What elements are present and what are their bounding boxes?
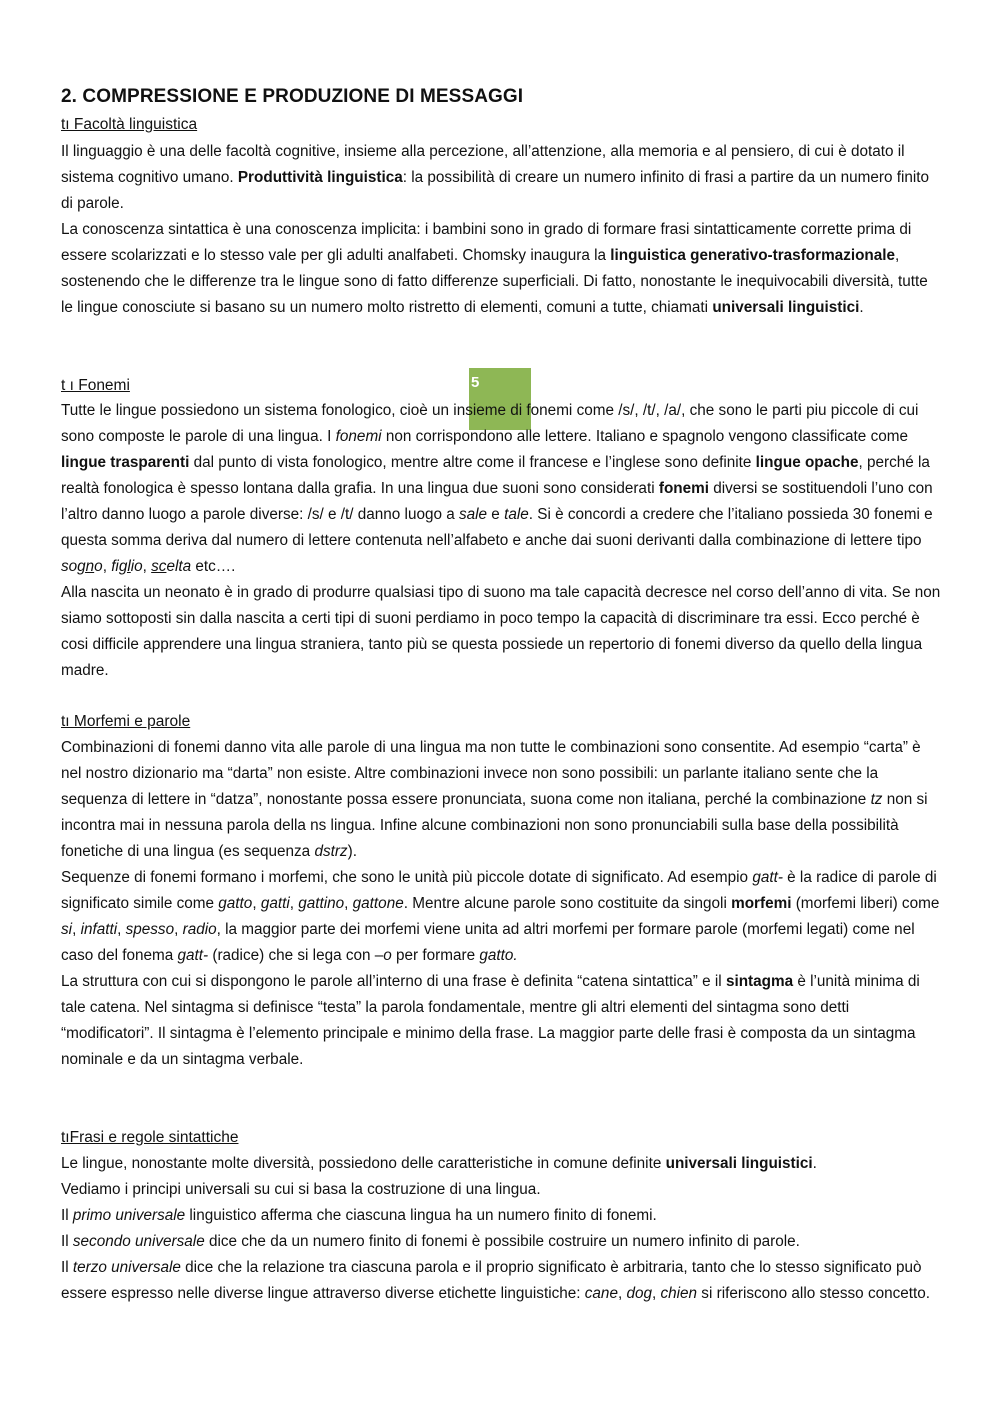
text-run: Sequenze di fonemi formano i morfemi, che sono le unità più piccole dotate di significato. Ad esempio — [61, 869, 753, 886]
italic-term: so — [61, 558, 78, 575]
italic-term: o — [383, 947, 392, 964]
paragraph — [61, 735, 941, 865]
italic-term: sale — [459, 506, 488, 523]
section-body-facolta — [61, 139, 941, 321]
text-run: diversi se sostituendoli l’uno con l’altro danno luogo a parole diverse: /s/ e /t/ danno luogo a — [61, 480, 933, 523]
paragraph — [61, 1229, 941, 1255]
italic-term: sc — [151, 558, 167, 575]
text-run: Il — [61, 1259, 73, 1276]
text-run: e — [487, 506, 505, 523]
italic-term: dog — [626, 1285, 652, 1302]
paragraph — [61, 1203, 941, 1229]
italic-term: primo universale — [72, 1207, 186, 1224]
italic-term: chien — [660, 1285, 698, 1302]
text-run: etc…. — [191, 558, 236, 575]
bold-term: fonemi — [658, 480, 709, 497]
section-body-frasi — [61, 1151, 941, 1307]
paragraph — [61, 865, 941, 969]
text-run: Il linguaggio è una delle facoltà cognitive, insieme alla percezione, all’attenzione, alla memoria e al pensiero, di cui è dotato il sistema cognitivo umano. — [61, 143, 905, 186]
italic-term: gatto. — [479, 947, 518, 964]
text-run: La struttura con cui si dispongono le parole all’interno di una frase è definita “catena sintattica” e il — [61, 973, 726, 990]
text-run: , — [289, 895, 299, 912]
text-run: Le lingue, nonostante molte diversità, possiedono delle caratteristiche in comune definite — [61, 1155, 666, 1172]
text-run: : la possibilità di creare un numero infinito di frasi a partire da un numero finito di parole. — [61, 169, 930, 212]
section-heading-frasi: tıFrasi e regole sintattiche — [61, 1129, 239, 1146]
section-body-fonemi — [61, 398, 941, 684]
page-title: 2. COMPRESSIONE E PRODUZIONE DI MESSAGGI — [61, 86, 524, 107]
text-run: , perché la realtà fonologica è spesso lontana dalla grafia. In una lingua due suoni sono considerati — [61, 454, 930, 497]
paragraph — [61, 139, 941, 217]
bold-term: morfemi — [731, 895, 792, 912]
italic-term: gattone — [352, 895, 404, 912]
italic-term: gl — [118, 558, 131, 575]
italic-term: io — [130, 558, 143, 575]
italic-term: terzo universale — [72, 1259, 181, 1276]
text-run: . Mentre alcune parole sono costituite da singoli — [403, 895, 732, 912]
text-run: , — [142, 558, 152, 575]
paragraph — [61, 580, 941, 684]
text-run: , — [252, 895, 261, 912]
italic-term: fonemi — [335, 428, 382, 445]
text-run: si riferiscono allo stesso concetto. — [697, 1285, 931, 1302]
text-run: (radice) che si lega con – — [208, 947, 384, 964]
text-run: non corrispondono alle lettere. Italiano e spagnolo vengono classificate come — [381, 428, 908, 445]
text-run: , — [617, 1285, 627, 1302]
text-run: Il — [61, 1207, 73, 1224]
italic-term: tz — [870, 791, 883, 808]
text-run: Combinazioni di fonemi danno vita alle parole di una lingua ma non tutte le combinazioni sono consentite. Ad esempio “carta” è nel nostro dizionario ma “darta” non esiste. Altre combinazioni invece non sono possibili: un parlante italiano sente che la sequenza di lettere in “datza”, nonostante possa essere pronunciata, suona come non italiana, perché la combinazione — [61, 739, 921, 808]
text-run: linguistico afferma che ciascuna lingua ha un numero finito di fonemi. — [185, 1207, 657, 1224]
text-run: Tutte le lingue possiedono un sistema fonologico, cioè un insieme di fonemi come /s/, /t/, /a/, che sono le parti piu piccole di cui sono composte le parole di una lingua. I — [61, 402, 919, 445]
text-run: . Si è concordi a credere che l’italiano possieda 30 fonemi e questa somma deriva dal numero di lettere contenuta nell’alfabeto e anche dai suoni derivanti dalla combinazione di lettere tipo — [61, 506, 933, 549]
text-run: . — [812, 1155, 817, 1172]
italic-term: elta — [166, 558, 192, 575]
text-run: Vediamo i principi universali su cui si basa la costruzione di una lingua. — [61, 1181, 541, 1198]
bold-term: sintagma — [725, 973, 794, 990]
italic-term: gn — [77, 558, 95, 575]
italic-term: secondo universale — [72, 1233, 205, 1250]
text-run: dice che da un numero finito di fonemi è possibile costruire un numero infinito di parole. — [204, 1233, 800, 1250]
text-run: , sostenendo che le differenze tra le lingue sono di fatto differenze superficiali. Di fatto, nonostante le inequivocabili diversità, tutte le lingue conosciute si basano su un numero molto ristretto di elementi, comuni a tutte, chiamati — [61, 247, 928, 316]
text-run: La conoscenza sintattica è una conoscenza implicita: i bambini sono in grado di formare frasi sintatticamente corrette prima di essere scolarizzati e lo stesso vale per gli adulti analfabeti. Chomsky inaugura la — [61, 221, 912, 264]
italic-term: o — [94, 558, 103, 575]
text-run: per formare — [391, 947, 480, 964]
text-run: ). — [347, 843, 357, 860]
text-run: , — [72, 921, 81, 938]
text-run: dal punto di vista fonologico, mentre altre come il francese e l’inglese sono definite — [189, 454, 756, 471]
italic-term: tale — [504, 506, 529, 523]
page-number-badge: 5 — [469, 368, 531, 430]
text-run: , — [651, 1285, 661, 1302]
text-run: non si incontra mai in nessuna parola della ns lingua. Infine alcune combinazioni non sono pronunciabili sulla base della possibilità fonetiche di una lingua (es sequenza — [61, 791, 928, 860]
bold-term: linguistica generativo-trasformazionale — [610, 247, 896, 264]
italic-term: gattino — [298, 895, 345, 912]
italic-term: dstrz — [314, 843, 348, 860]
italic-term: gatt- — [177, 947, 209, 964]
text-run: è la radice di parole di significato simile come — [61, 869, 937, 912]
paragraph — [61, 969, 941, 1073]
paragraph — [61, 217, 941, 321]
text-run: dice che la relazione tra ciascuna parola e il proprio significato è arbitraria, tanto che lo stesso significato può essere espresso nelle diverse lingue attraverso diverse etichette linguistiche: — [61, 1259, 922, 1302]
text-run: Il — [61, 1233, 73, 1250]
paragraph — [61, 1255, 941, 1307]
italic-term: infatti — [80, 921, 118, 938]
italic-term: si — [61, 921, 73, 938]
bold-term: Produttività linguistica — [237, 169, 403, 186]
text-run: , — [344, 895, 353, 912]
section-heading-morfemi: tı Morfemi e parole — [61, 713, 191, 730]
text-run: , — [174, 921, 183, 938]
italic-term: cane — [584, 1285, 618, 1302]
section-body-morfemi — [61, 735, 941, 1073]
paragraph — [61, 1151, 941, 1177]
italic-term: gatt- — [752, 869, 783, 886]
text-run: Alla nascita un neonato è in grado di produrre qualsiasi tipo di suono ma tale capacità decresce nel corso dell’anno di vita. Se non siamo sottoposti sin dalla nascita a certi tipi di suoni perdiamo in poco tempo la capacità di discriminare tra essi. Ecco perché è cosi difficile apprendere una lingua straniera, tanto più se questa possiede un repertorio di fonemi diverso da quello della lingua madre. — [61, 584, 941, 679]
bold-term: lingue opache — [755, 454, 859, 471]
text-run: , — [102, 558, 112, 575]
text-run: (morfemi liberi) come — [791, 895, 940, 912]
italic-term: spesso — [125, 921, 175, 938]
paragraph — [61, 1177, 941, 1203]
text-run: è l’unità minima di tale catena. Nel sintagma si definisce “testa” la parola fondamentale, mentre gli altri elementi del sintagma sono detti “modificatori”. Il sintagma è l’elemento principale e minimo della frase. La maggior parte delle frasi è composta da un sintagma nominale e da un sintagma verbale. — [61, 973, 920, 1068]
italic-term: radio — [182, 921, 217, 938]
bold-term: universali linguistici — [665, 1155, 813, 1172]
bold-term: universali linguistici — [712, 299, 860, 316]
section-heading-facolta: tı Facoltà linguistica — [61, 116, 198, 133]
italic-term: gatti — [260, 895, 290, 912]
paragraph — [61, 398, 941, 580]
section-heading-fonemi: t ı Fonemi — [61, 377, 130, 394]
text-run: , la maggior parte dei morfemi viene unita ad altri morfemi per formare parole (morfemi legati) come nel caso del fonema — [61, 921, 915, 964]
text-run: , — [117, 921, 126, 938]
italic-term: gatto — [218, 895, 253, 912]
bold-term: lingue trasparenti — [61, 454, 190, 471]
italic-term: fi — [111, 558, 119, 575]
text-run: . — [859, 299, 864, 316]
